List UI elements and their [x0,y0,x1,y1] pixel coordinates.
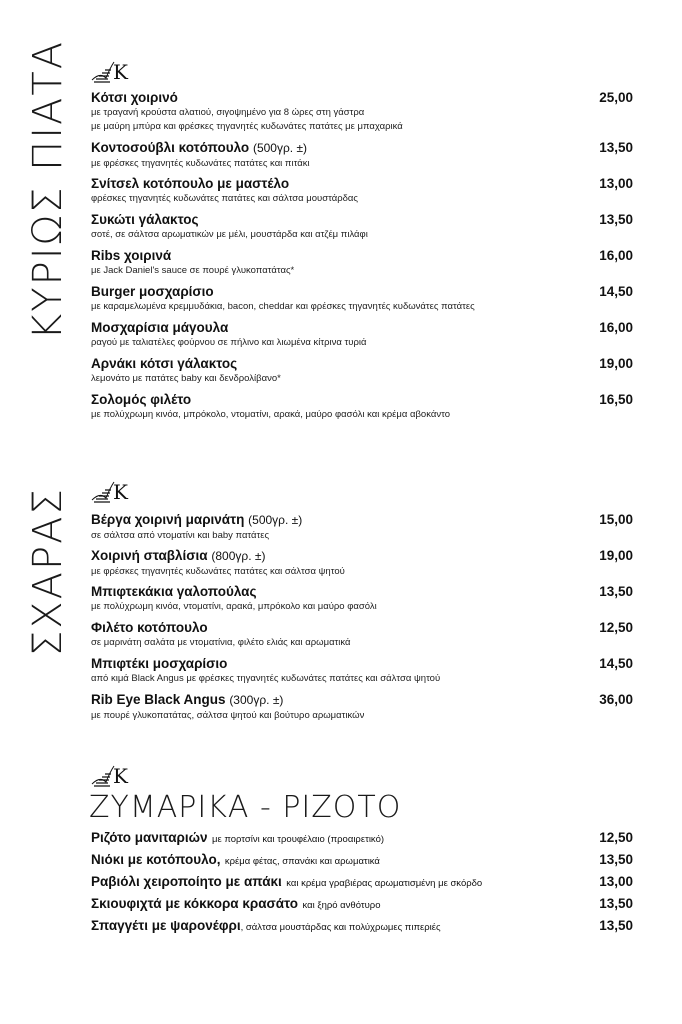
menu-item [91,691,633,727]
item-description: με Jack Daniel's sauce σε πουρέ γλυκοπατάτας* [91,265,295,276]
svg-text:K: K [113,480,128,504]
item-name: Κοντοσούβλι κοτόπουλο (500γρ. ±) [91,140,308,155]
item-name: Σολομός φιλέτο [91,392,192,407]
item-name: Βέργα χοιρινή μαρινάτη (500γρ. ±) [91,512,303,527]
item-price: 13,50 [599,852,633,867]
item-price: 13,00 [599,874,633,889]
menu-item [91,139,633,175]
restaurant-logo [90,762,130,788]
menu-item [91,655,633,691]
item-price: 13,50 [599,896,633,911]
menu-item [91,619,633,655]
item-price: 13,50 [599,584,633,599]
item-price: 36,00 [599,692,633,707]
item-description: σε σάλτσα από ντοματίνι και baby πατάτες [91,530,270,541]
item-price: 14,50 [599,284,633,299]
item-price: 16,50 [599,392,633,407]
section-title-mains: ΚΥΡΙΩΣ ΠΙΑΤΑ [25,39,71,340]
item-portion-note: (500γρ. ±) [248,513,303,527]
item-description: με πορτσίνι και τρουφέλαιο (προαιρετικό) [211,834,385,845]
item-description: με καραμελωμένα κρεμμυδάκια, bacon, cheddar και φρέσκες τηγανητές κυδωνάτες πατάτες [91,301,475,312]
item-name: Σνίτσελ κοτόπουλο με μαστέλο [91,176,290,191]
item-name: Σκιουφιχτά με κόκκορα κρασάτο [91,896,298,911]
item-description: με πουρέ γλυκοπατάτας, σάλτσα ψητού και βούτυρο αρωματικών [91,710,365,721]
item-description: με πολύχρωμη κινόα, μπρόκολο, ντοματίνι, αρακά, μαύρο φασόλι και κρέμα αβοκάντο [91,409,450,420]
item-portion-note: (500γρ. ±) [252,141,308,155]
item-name: Ribs χοιρινά [91,248,172,263]
item-price: 12,50 [599,620,633,635]
item-description: από κιμά Black Angus με φρέσκες τηγανητές κυδωνάτες πατάτες και σάλτσα ψητού [91,673,441,684]
section-title-pasta: ΖΥΜΑΡΙΚΑ - ΡΙΖΟΤΟ [89,790,402,825]
item-name: Φιλέτο κοτόπουλο [91,620,208,635]
item-name: Κότσι χοιρινό [91,90,178,105]
menu-item [91,283,633,319]
item-name: Νιόκι με κοτόπουλο, [91,852,221,867]
menu-item [91,175,633,211]
pasta-menu-list [91,829,633,939]
grill-menu-list [91,511,633,727]
restaurant-logo [90,58,130,84]
item-name: Μοσχαρίσια μάγουλα [91,320,229,335]
menu-item [91,319,633,355]
item-description: λεμονάτο με πατάτες baby και δενδρολίβανο* [91,373,281,384]
item-portion-note: (300γρ. ±) [229,693,284,707]
item-name: Ριζότο μανιταριών [91,830,208,845]
item-price: 16,00 [599,248,633,263]
item-price: 12,50 [599,830,633,845]
item-description: και κρέμα γραβιέρας αρωματισμένη με σκόρδο [286,878,483,889]
item-name: Burger μοσχαρίσιο [91,284,214,299]
item-price: 15,00 [599,512,633,527]
logo-mark-icon [90,58,130,84]
item-description: σοτέ, σε σάλτσα αρωματικών με μέλι, μουστάρδα και ατζέμ πιλάφι [91,229,368,240]
item-description: ραγού με ταλιατέλες φούρνου σε πήλινο και λιωμένα κίτρινα τυριά [91,337,367,348]
item-description: και ξηρό ανθότυρο [302,900,381,911]
item-price: 19,00 [599,356,633,371]
logo-mark-icon [90,478,130,504]
item-price: 13,50 [599,918,633,933]
menu-item [91,511,633,547]
item-name: Ραβιόλι χειροποίητο με απάκι [91,874,282,889]
item-price: 13,50 [599,140,633,155]
menu-item [91,547,633,583]
menu-item [91,583,633,619]
item-portion-note: (800γρ. ±) [211,549,266,563]
mains-menu-list [91,89,633,427]
menu-item [91,247,633,283]
item-name: Αρνάκι κότσι γάλακτος [91,356,238,371]
svg-text:K: K [113,764,128,788]
item-name: Μπιφτεκάκια γαλοπούλας [91,584,257,599]
item-description: , σάλτσα μουστάρδας και πολύχρωμες πιπεριές [240,922,441,933]
menu-item [91,917,633,939]
item-price: 13,00 [599,176,633,191]
menu-item [91,89,633,139]
menu-item [91,829,633,851]
menu-item [91,355,633,391]
item-name: Σπαγγέτι με ψαρονέφρι [91,918,241,933]
menu-item [91,391,633,427]
menu-item [91,895,633,917]
item-price: 19,00 [599,548,633,563]
menu-item [91,873,633,895]
menu-item [91,211,633,247]
item-description: με τραγανή κρούστα αλατιού, σιγοψημένο για 8 ώρες στη γάστρα [91,107,365,118]
item-description: σε μαρινάτη σαλάτα με ντοματίνια, φιλέτο ελιάς και αρωματικά [91,637,351,648]
item-name: Μπιφτέκι μοσχαρίσιο [91,656,228,671]
item-name: Συκώτι γάλακτος [91,212,199,227]
item-price: 13,50 [599,212,633,227]
menu-item [91,851,633,873]
item-description: κρέμα φέτας, σπανάκι και αρωματικά [224,856,380,867]
item-description: με φρέσκες τηγανητές κυδωνάτες πατάτες και σάλτσα ψητού [91,566,345,577]
item-description: με πολύχρωμη κινόα, ντοματίνι, αρακά, μπρόκολο και μαύρο φασόλι [91,601,377,612]
item-price: 25,00 [599,90,633,105]
item-price: 16,00 [599,320,633,335]
section-title-grill: ΣΧΑΡΑΣ [25,487,71,656]
item-name: Rib Eye Black Angus (300γρ. ±) [91,692,284,707]
item-price: 14,50 [599,656,633,671]
item-name: Χοιρινή σταβλίσια (800γρ. ±) [91,548,266,563]
item-description: φρέσκες τηγανητές κυδωνάτες πατάτες και σάλτσα μουστάρδας [91,193,358,204]
item-description-2: με μαύρη μπύρα και φρέσκες τηγανητές κυδωνάτες πατάτες με μπαχαρικά [91,121,403,132]
item-description: με φρέσκες τηγανητές κυδωνάτες πατάτες και πιτάκι [91,158,310,169]
svg-text:K: K [113,60,128,84]
restaurant-logo [90,478,130,504]
logo-mark-icon [90,762,130,788]
